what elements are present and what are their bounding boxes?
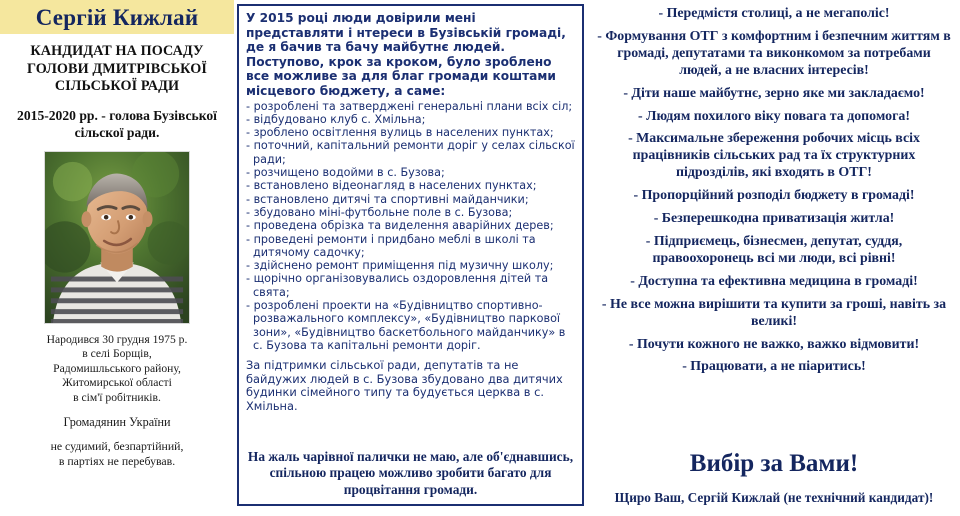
promises-list: [596, 6, 952, 382]
achievement-item: - відбудовано клуб с. Хмільна;: [246, 112, 426, 126]
closing-line-1: На жаль чарівної палички не маю, але: [247, 448, 483, 464]
achievement-item: - розроблені та затверджені генеральні плани всіх сіл;: [246, 99, 573, 113]
achievement-item: - розроблені проекти на «Будівництво спортивно-розважального комплексу», «Будівництво паркової зони», «Будівництво баскетбольного майданчику» в с. Бузова та капітальні ремонти доріг.: [246, 299, 566, 352]
achievements-box: [237, 4, 584, 506]
candidate-legal-status: [6, 439, 228, 469]
community-support-paragraph: За підтримки сільської ради, депутатів та не байдужих людей в с. Бузова збудовано два дитячих будинки сімейного типу та будується церква в с. Хмільна.: [246, 358, 563, 413]
achievements-column: [234, 0, 586, 516]
promise-item: - Пропорційний розподіл бюджету в громаді!: [633, 188, 915, 204]
closing-line-2: об'єднавшись, спільною працею можливо: [269, 448, 574, 481]
bio-line-1: Народився 30 грудня 1975 р.: [46, 332, 188, 346]
candidate-signature: Щиро Ваш, Сергій Кижлай (не технічний кандидат)!: [614, 490, 934, 505]
achievement-item: - проведена обрізка та виделення аварійних дерев;: [246, 219, 554, 233]
promise-item: - Формування ОТГ з комфортним і безпечним життям в громаді, депутатами та виконкомом за потребами людей, а не власних інтересів!: [597, 28, 951, 78]
promise-item: - Діти наше майбутнє, зерно яке ми закладаємо!: [623, 85, 925, 101]
promise-item: - Почути кожного не важко, важко відмовити!: [628, 336, 920, 352]
candidate-citizenship: Громадянин України: [63, 415, 171, 430]
achievement-item: - встановлено дитячі та спортивні майданчики;: [246, 192, 529, 206]
promise-item: - Доступна та ефективна медицина в громаді!: [630, 273, 918, 289]
candidate-name-banner: [0, 0, 234, 34]
bio-line-4: Житомирської області: [62, 376, 172, 390]
bio-line-5: в сім'ї робітників.: [73, 390, 161, 404]
candidate-term: [4, 107, 230, 141]
candidate-position: [6, 43, 228, 96]
achievement-item: - проведені ремонти і придбано меблі в школі та дитячому садочку;: [246, 232, 536, 259]
closing-line-3: зробити багато для процвітання громади.: [343, 465, 552, 497]
promise-item: - Безперешкодна приватизація житла!: [653, 211, 895, 227]
status-line-1: не судимий, безпартійний,: [50, 439, 184, 454]
closing-statement: [246, 449, 575, 500]
achievement-item: - здійснено ремонт приміщення під музичну школу;: [246, 259, 554, 273]
achievement-item: - збудовано міні-футбольне поле в с. Бузова;: [246, 205, 513, 219]
achievement-item: - розчищено водойми в с. Бузова;: [246, 166, 445, 180]
promises-column: [586, 0, 960, 516]
term-line-1: 2015-2020 рр. - голова: [17, 107, 150, 123]
portrait-illustration: [45, 152, 189, 323]
vote-call-to-action: Вибір за Вами!: [689, 450, 859, 477]
term-line-2: Бузівської сільскої ради.: [74, 107, 217, 140]
promise-item: - Передмістя столиці, а не мегаполіс!: [658, 6, 890, 21]
promise-item: - Підприємець, бізнесмен, депутат, суддя, правоохоронець всі ми люди, всі рівні!: [645, 233, 903, 266]
achievement-item: - зроблено освітлення вулиць в населених пунктах;: [246, 126, 554, 140]
candidate-photo: [44, 151, 190, 324]
position-line-1: КАНДИДАТ НА ПОСАДУ: [30, 43, 204, 59]
achievements-intro: У 2015 році люди довірили мені представляти і нтереси в Бузівській громаді, де я бачив та бачу майбутнє людей. Поступово, крок за кроком, було зроблено все можливе за для благ громади коштами місцевого бюджету, а саме:: [246, 11, 566, 98]
candidate-profile-column: [0, 0, 234, 516]
achievements-list: [246, 100, 575, 353]
position-line-3: СІЛЬСЬКОЇ РАДИ: [54, 78, 180, 94]
promise-item: - Людям похилого віку повага та допомога!: [638, 108, 910, 124]
bio-line-3: Радомишльського району,: [53, 361, 181, 375]
candidate-name: Сергій Кижлай: [35, 4, 199, 30]
candidate-biography: [9, 333, 225, 406]
promise-item: - Працювати, а не піаритись!: [682, 359, 866, 375]
bio-line-2: в селі Борщів,: [82, 347, 152, 361]
position-line-2: ГОЛОВИ ДМИТРІВСЬКОЇ: [27, 60, 207, 77]
achievement-item: - встановлено відеонагляд в населених пунктах;: [246, 179, 537, 193]
status-line-2: в партіях не перебував.: [58, 454, 176, 469]
promise-item: - Не все можна вирішити та купити за гроші, навіть за великі!: [601, 296, 947, 329]
achievement-item: - щорічно організовувались оздоровлення дітей та свята;: [246, 272, 549, 299]
promise-item: - Максимальне збереження робочих місць всіх працівників сільських рад та їх структурних підрозділів, які входять в ОТГ!: [628, 131, 920, 181]
achievement-item: - поточний, капітальний ремонти доріг у селах сільскої ради;: [246, 139, 575, 166]
